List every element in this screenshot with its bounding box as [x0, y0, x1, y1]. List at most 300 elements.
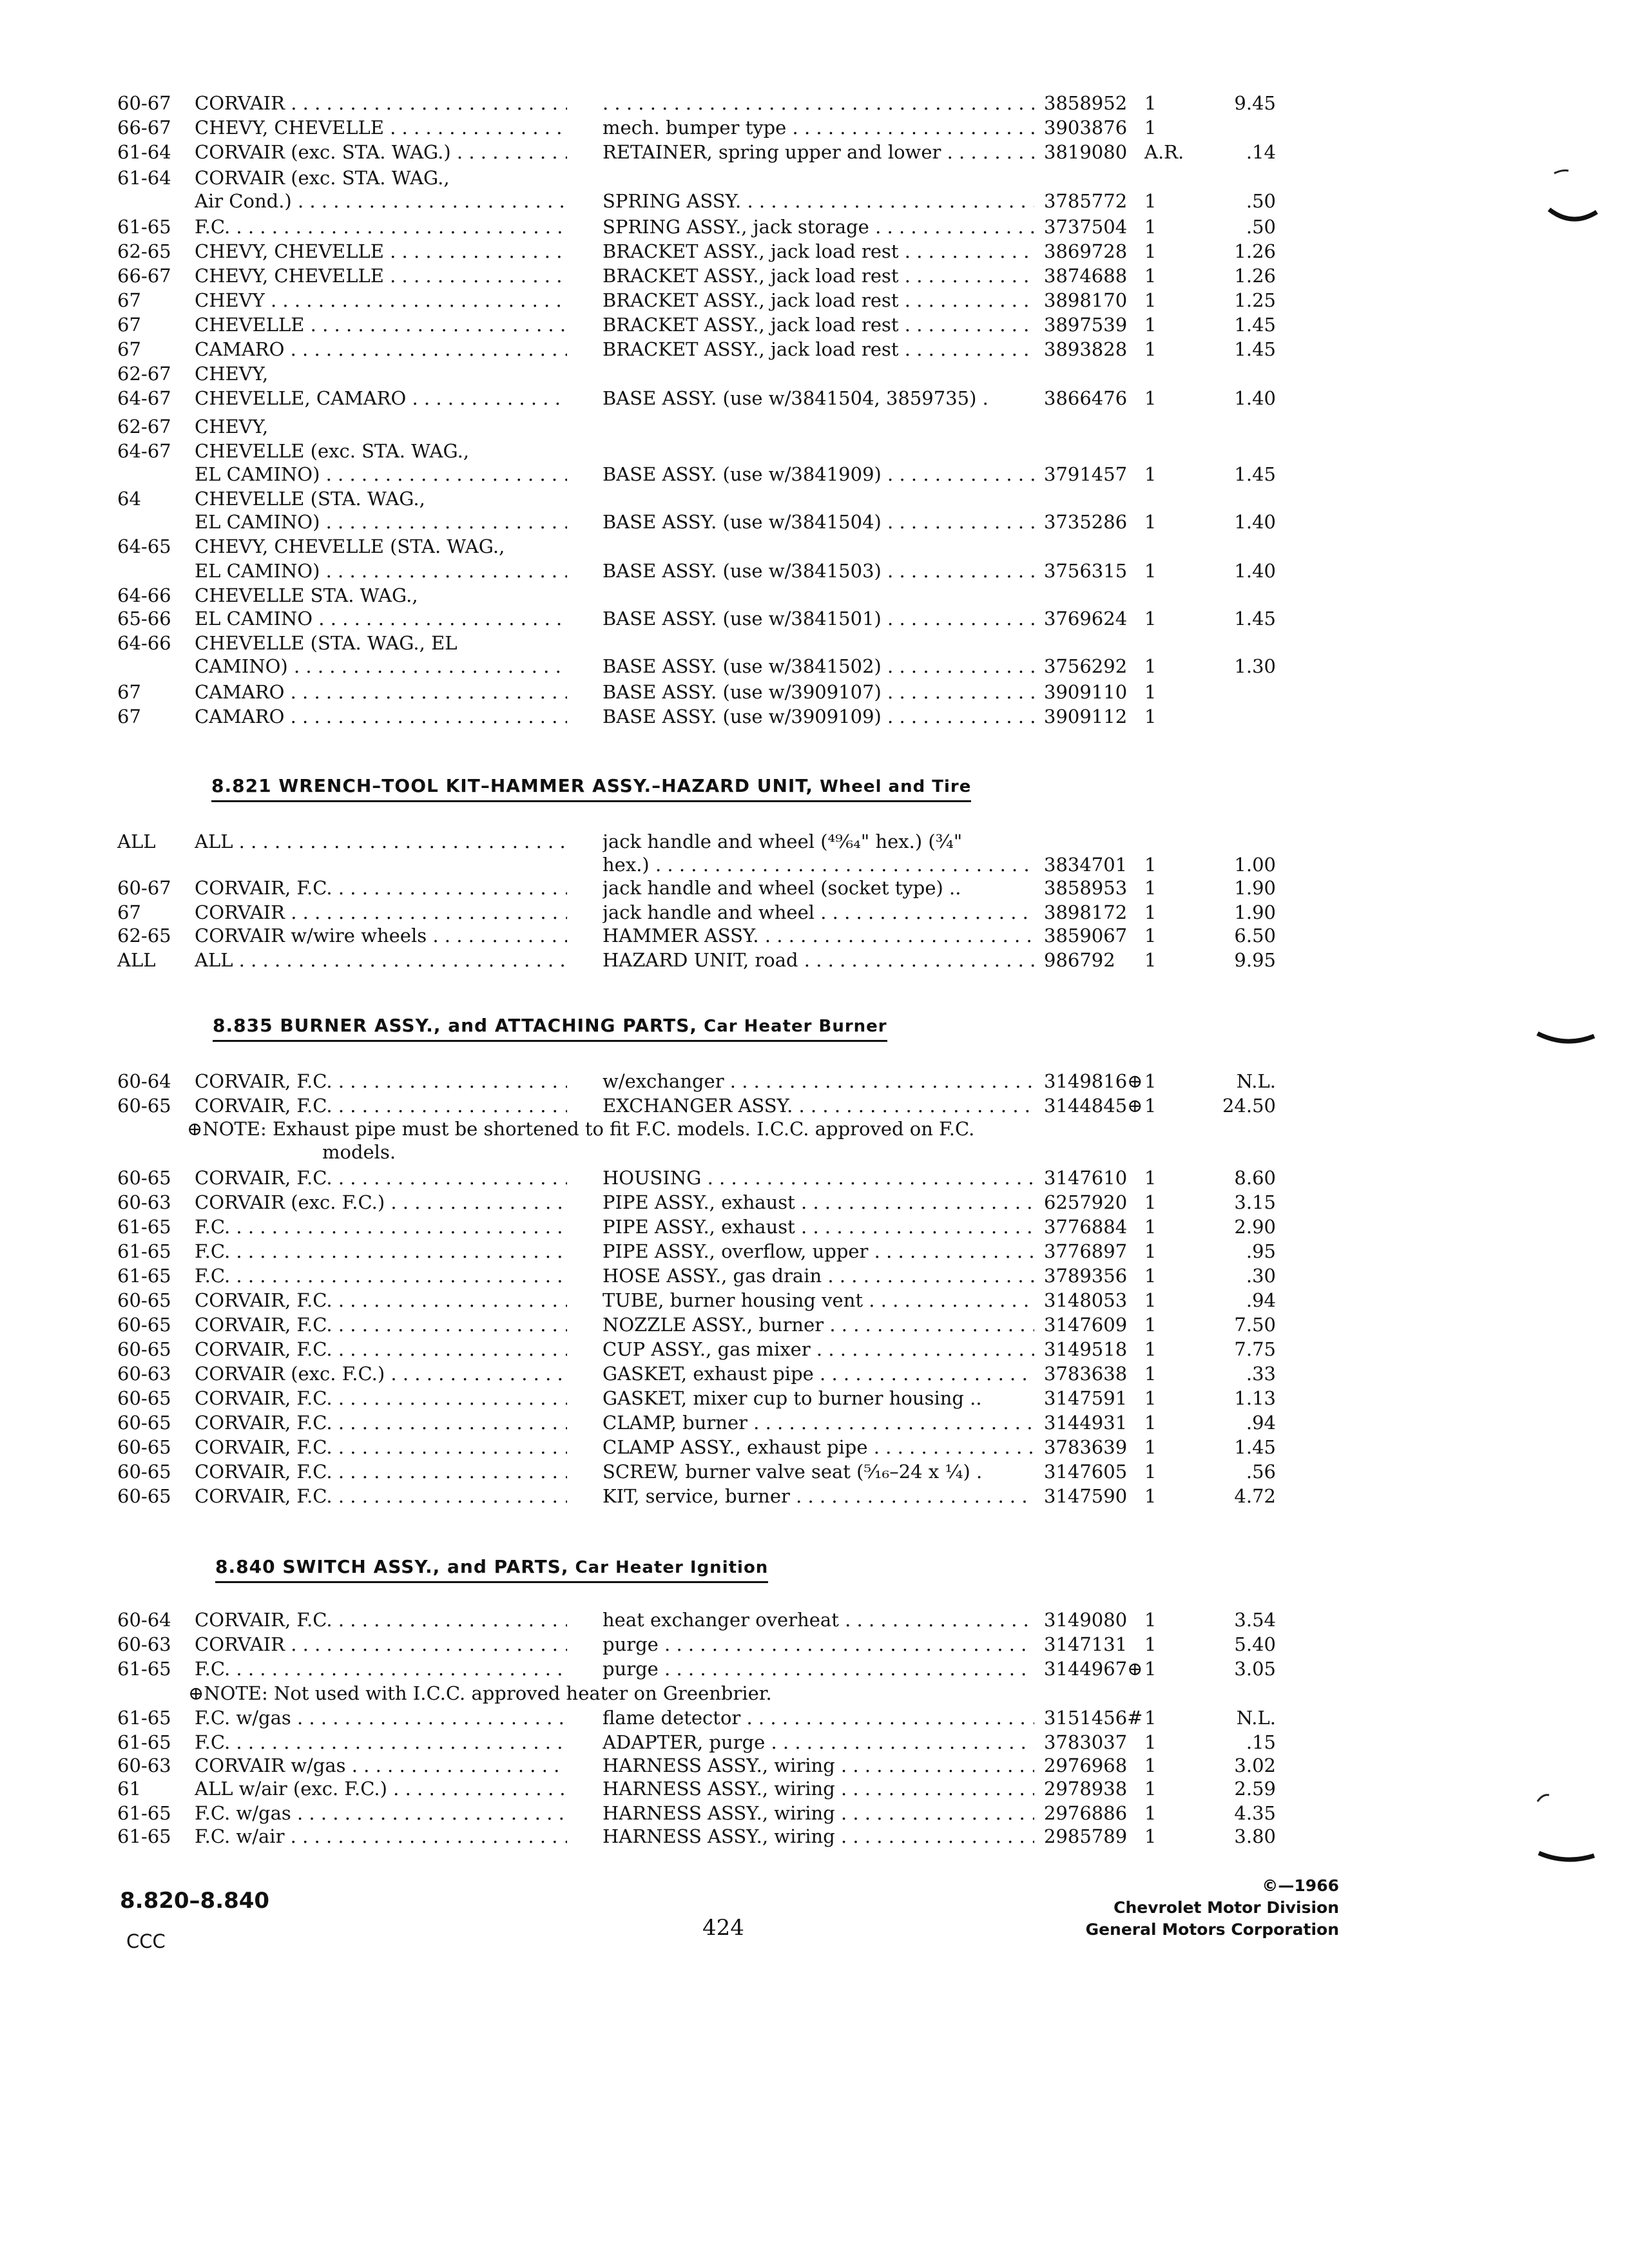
- price-cell: [1173, 1753, 1276, 1778]
- part-cell: [602, 385, 1034, 411]
- part-cell: [602, 238, 1034, 264]
- quantity-cell-text: 1: [1144, 1825, 1157, 1847]
- model-cell-text: F.C. . . .: [195, 1265, 567, 1287]
- model-cell: [195, 461, 567, 487]
- year-cell-text: 61-65: [117, 1240, 171, 1262]
- part-number-cell: [1044, 1823, 1127, 1849]
- price-cell-text: .56: [1246, 1461, 1276, 1483]
- model-cell: [195, 1729, 567, 1755]
- year-cell-text: 61: [117, 1778, 141, 1800]
- price-cell: [1173, 653, 1276, 679]
- year-cell-text: 67: [117, 681, 141, 703]
- model-cell-text: CORVAIR . . .: [195, 92, 567, 114]
- quantity-cell-text: 1: [1144, 1167, 1157, 1189]
- quantity-cell-text: 1: [1144, 901, 1157, 923]
- part-cell-text: BASE ASSY. (use w/3841504) . . .: [602, 511, 1034, 533]
- quantity-cell: [1144, 461, 1156, 487]
- quantity-cell-text: 1: [1144, 925, 1157, 947]
- quantity-cell-text: 1: [1144, 1314, 1157, 1336]
- table-row: [0, 653, 1629, 679]
- price-cell-text: 1.40: [1234, 387, 1276, 409]
- quantity-cell: [1144, 188, 1156, 214]
- part-number-cell: [1044, 1459, 1127, 1485]
- part-cell: [602, 1336, 1034, 1362]
- quantity-cell-text: 1: [1144, 1095, 1157, 1117]
- table-row: [0, 704, 1629, 729]
- year-cell-text: 67: [117, 338, 141, 360]
- year-cell-text: 60-63: [117, 1363, 171, 1385]
- part-cell: [602, 1607, 1034, 1633]
- table-row: [0, 361, 1629, 387]
- part-number-cell: [1044, 1800, 1127, 1826]
- year-cell: [117, 1165, 171, 1191]
- year-cell: [117, 1238, 171, 1264]
- price-cell-text: .95: [1246, 1240, 1276, 1262]
- year-cell: [117, 875, 171, 901]
- price-cell: [1173, 1336, 1276, 1362]
- part-cell: [602, 1631, 1034, 1657]
- price-cell-text: N.L.: [1236, 1070, 1276, 1092]
- part-cell: [602, 1214, 1034, 1240]
- table-row: [0, 582, 1629, 608]
- year-cell-text: 60-65: [117, 1461, 171, 1483]
- table-row: [0, 188, 1629, 214]
- price-cell: [1173, 899, 1276, 925]
- quantity-cell: [1144, 1189, 1156, 1215]
- table-row: [0, 214, 1629, 240]
- quantity-cell-text: 1: [1144, 1191, 1157, 1213]
- year-cell: [117, 385, 171, 411]
- model-cell: [195, 923, 567, 948]
- model-cell: [195, 312, 567, 338]
- part-number-cell: [1044, 1776, 1127, 1802]
- model-cell: [195, 1385, 567, 1411]
- section-heading-text: 8.821 WRENCH–TOOL KIT–HAMMER ASSY.–HAZARD UNIT,: [211, 775, 814, 796]
- quantity-cell: [1144, 312, 1156, 338]
- year-cell: [117, 829, 155, 854]
- part-number-cell: [1044, 899, 1127, 925]
- part-cell-text: hex.) . . .: [602, 854, 1034, 876]
- part-number-cell: [1044, 1705, 1142, 1731]
- model-cell-text: F.C. w/air . . .: [195, 1825, 567, 1847]
- part-number-cell: [1044, 115, 1127, 140]
- year-cell-text: 62-65: [117, 925, 171, 947]
- model-cell: [195, 875, 567, 901]
- year-cell: [117, 1093, 171, 1119]
- part-cell-text: BRACKET ASSY., jack load rest . . .: [602, 240, 1034, 262]
- table-row: [0, 1361, 1629, 1387]
- part-cell-text: BRACKET ASSY., jack load rest . . .: [602, 265, 1034, 287]
- table-row: [0, 336, 1629, 362]
- part-number-cell: [1044, 1287, 1127, 1313]
- model-cell-text: CHEVY . . .: [195, 289, 567, 311]
- part-number-cell: [1044, 1631, 1127, 1657]
- price-cell-text: 3.05: [1234, 1658, 1276, 1680]
- price-cell: [1173, 1631, 1276, 1657]
- year-cell: [117, 947, 155, 973]
- year-cell-text: 60-65: [117, 1436, 171, 1458]
- section-heading-subtitle: Car Heater Burner: [697, 1017, 887, 1036]
- table-row: [0, 1434, 1629, 1460]
- part-cell: [602, 923, 1034, 948]
- section-heading-8-835: [213, 1012, 887, 1042]
- model-cell-text: F.C. . . .: [195, 216, 567, 238]
- quantity-cell-text: 1: [1144, 1731, 1157, 1753]
- year-cell: [117, 582, 171, 608]
- part-cell: [602, 263, 1034, 289]
- part-cell: [602, 461, 1034, 487]
- table-row: [0, 829, 1629, 854]
- price-cell-text: 2.59: [1234, 1778, 1276, 1800]
- year-cell: [117, 1776, 141, 1802]
- price-cell: [1173, 1312, 1276, 1338]
- table-row: [0, 1823, 1629, 1849]
- year-cell-text: 60-64: [117, 1609, 171, 1631]
- part-cell-text: HARNESS ASSY., wiring . . .: [602, 1802, 1034, 1824]
- price-cell: [1173, 214, 1276, 240]
- model-cell: [195, 533, 567, 559]
- part-number-cell: [1044, 679, 1127, 705]
- price-cell-text: 1.26: [1234, 240, 1276, 262]
- model-cell-text: CORVAIR, F.C. . . .: [195, 1314, 567, 1336]
- table-row: [0, 558, 1629, 584]
- price-cell: [1173, 1800, 1276, 1826]
- year-cell-text: 60-63: [117, 1754, 171, 1776]
- quantity-cell: [1144, 558, 1156, 584]
- part-number-cell-text: 3144931: [1044, 1412, 1128, 1434]
- model-cell: [195, 1189, 567, 1215]
- part-number-cell-text: 3769624: [1044, 608, 1128, 629]
- quantity-cell-text: 1: [1144, 1387, 1157, 1409]
- year-cell-text: 60-64: [117, 1070, 171, 1092]
- price-cell-text: 9.95: [1234, 949, 1276, 971]
- model-cell: [195, 438, 567, 464]
- part-cell-text: HARNESS ASSY., wiring . . .: [602, 1754, 1034, 1776]
- year-cell-text: 66-67: [117, 265, 171, 287]
- quantity-cell: [1144, 90, 1156, 116]
- part-cell-text: purge . . .: [602, 1633, 1034, 1655]
- quantity-cell: [1144, 1287, 1156, 1313]
- margin-mark: [1534, 979, 1598, 1050]
- model-cell-text: CORVAIR (exc. F.C.) . . .: [195, 1191, 567, 1213]
- table-row: [0, 679, 1629, 705]
- part-cell-text: TUBE, burner housing vent . . .: [602, 1289, 1034, 1311]
- quantity-cell: [1144, 653, 1156, 679]
- year-cell-text: 61-65: [117, 1216, 171, 1238]
- year-cell: [117, 1753, 171, 1778]
- model-cell-text: CORVAIR w/wire wheels . . .: [195, 925, 567, 947]
- model-cell: [195, 1336, 567, 1362]
- model-cell: [195, 653, 567, 679]
- part-cell-text: CLAMP, burner . . .: [602, 1412, 1034, 1434]
- year-cell: [117, 287, 141, 313]
- year-cell: [117, 312, 141, 338]
- year-cell-text: 60-65: [117, 1289, 171, 1311]
- quantity-cell-text: 1: [1144, 1436, 1157, 1458]
- model-cell: [195, 115, 567, 140]
- part-number-cell: [1044, 461, 1127, 487]
- quantity-cell-text: 1: [1144, 1778, 1157, 1800]
- part-number-cell-text: 3789356: [1044, 1265, 1128, 1287]
- price-cell: [1173, 188, 1276, 214]
- table-row: [0, 1729, 1629, 1755]
- year-cell: [117, 630, 171, 656]
- section-heading-subtitle: Car Heater Ignition: [568, 1558, 769, 1577]
- quantity-cell: [1144, 385, 1156, 411]
- table-row: [0, 875, 1629, 901]
- model-cell: [195, 1823, 567, 1849]
- year-cell: [117, 139, 171, 165]
- model-cell-text: CORVAIR, F.C. . . .: [195, 1070, 567, 1092]
- price-cell: [1173, 1410, 1276, 1436]
- year-cell-text: 64-67: [117, 387, 171, 409]
- year-cell: [117, 1729, 171, 1755]
- model-cell-text: ALL . . .: [195, 831, 567, 852]
- part-number-cell-text: 3858952: [1044, 92, 1128, 114]
- part-cell-text: CUP ASSY., gas mixer . . .: [602, 1338, 1034, 1360]
- quantity-cell: [1144, 1434, 1156, 1460]
- table-row: [0, 1287, 1629, 1313]
- catalog-code: CCC: [126, 1930, 166, 1952]
- table-row: [0, 1753, 1629, 1778]
- table-row: [0, 438, 1629, 464]
- part-cell-text: EXCHANGER ASSY. . . .: [602, 1095, 1034, 1117]
- price-cell: [1173, 461, 1276, 487]
- price-cell-text: .30: [1246, 1265, 1276, 1287]
- part-cell: [602, 90, 1034, 116]
- price-cell: [1173, 1385, 1276, 1411]
- part-number-cell: [1044, 1753, 1127, 1778]
- division-name: Chevrolet Motor Division: [1113, 1898, 1339, 1917]
- part-cell: [602, 1753, 1034, 1778]
- year-cell-text: 67: [117, 289, 141, 311]
- table-row: [0, 90, 1629, 116]
- price-cell: [1173, 238, 1276, 264]
- model-cell: [195, 1483, 567, 1509]
- model-cell-text: CORVAIR, F.C. . . .: [195, 1412, 567, 1434]
- price-cell-text: 7.50: [1234, 1314, 1276, 1336]
- part-cell-text: BRACKET ASSY., jack load rest . . .: [602, 314, 1034, 336]
- part-cell: [602, 1189, 1034, 1215]
- model-cell: [195, 558, 567, 584]
- section-heading-text: 8.835 BURNER ASSY., and ATTACHING PARTS,: [213, 1015, 698, 1036]
- price-cell-text: 1.00: [1234, 854, 1276, 876]
- table-row: [0, 1459, 1629, 1485]
- table-row: [0, 630, 1629, 656]
- year-cell-text: 60-67: [117, 877, 171, 899]
- price-cell: [1173, 1823, 1276, 1849]
- price-cell: [1173, 1165, 1276, 1191]
- model-cell: [195, 414, 567, 439]
- model-cell-text: CORVAIR w/gas . . .: [195, 1754, 567, 1776]
- price-cell-text: 1.45: [1234, 314, 1276, 336]
- year-cell-text: 60-65: [117, 1167, 171, 1189]
- year-cell-text: 61-64: [117, 167, 171, 189]
- part-number-cell-text: 3776897: [1044, 1240, 1128, 1262]
- part-cell-text: BASE ASSY. (use w/3841502) . . .: [602, 655, 1034, 677]
- part-cell: [602, 115, 1034, 140]
- part-number-cell: [1044, 1238, 1127, 1264]
- part-number-cell-text: 3909112: [1044, 706, 1128, 727]
- price-cell-text: 1.45: [1234, 1436, 1276, 1458]
- year-cell-text: 60-65: [117, 1314, 171, 1336]
- model-cell: [195, 1093, 567, 1119]
- table-row: [0, 1607, 1629, 1633]
- part-cell-text: BASE ASSY. (use w/3841909) . . .: [602, 463, 1034, 485]
- table-row: [0, 533, 1629, 559]
- price-cell: [1173, 1459, 1276, 1485]
- price-cell-text: 1.40: [1234, 560, 1276, 582]
- part-number-cell-text: 3147131: [1044, 1633, 1128, 1655]
- price-cell-text: 5.40: [1234, 1633, 1276, 1655]
- part-number-cell-text: 3898170: [1044, 289, 1128, 311]
- year-cell-text: 60-67: [117, 92, 171, 114]
- price-cell: [1173, 1263, 1276, 1289]
- part-number-cell-text: 3149518: [1044, 1338, 1128, 1360]
- part-cell: [602, 829, 1034, 854]
- year-cell-text: 64-66: [117, 632, 171, 654]
- model-cell: [195, 1361, 567, 1387]
- quantity-cell: [1144, 923, 1156, 948]
- quantity-cell: [1144, 1410, 1156, 1436]
- margin-mark: [1534, 1778, 1598, 1875]
- quantity-cell-text: 1: [1144, 1412, 1157, 1434]
- year-cell: [117, 263, 171, 289]
- part-number-cell-text: 3819080: [1044, 141, 1128, 163]
- model-cell-text: CHEVY, CHEVELLE (STA. WAG.,: [195, 535, 505, 557]
- model-cell-text: ALL . . .: [195, 949, 567, 971]
- part-number-cell-text: 3147590: [1044, 1485, 1128, 1507]
- price-cell: [1173, 875, 1276, 901]
- quantity-cell: [1144, 214, 1156, 240]
- price-cell-text: 1.13: [1234, 1387, 1276, 1409]
- year-cell: [117, 704, 141, 729]
- price-cell-text: .94: [1246, 1412, 1276, 1434]
- part-number-cell: [1044, 385, 1127, 411]
- year-cell-text: 67: [117, 706, 141, 727]
- quantity-cell-text: 1: [1144, 1265, 1157, 1287]
- part-cell-text: KIT, service, burner . . .: [602, 1485, 1034, 1507]
- part-cell: [602, 1238, 1034, 1264]
- model-cell-text: CORVAIR (exc. F.C.) . . .: [195, 1363, 567, 1385]
- model-cell-text: CHEVELLE (STA. WAG., EL: [195, 632, 458, 654]
- part-number-cell-text: 2976886: [1044, 1802, 1128, 1824]
- part-number-cell: [1044, 90, 1127, 116]
- model-cell-text: CORVAIR, F.C. . . .: [195, 1485, 567, 1507]
- year-cell: [117, 1312, 171, 1338]
- year-cell: [117, 336, 141, 362]
- price-cell: [1173, 1214, 1276, 1240]
- part-cell: [602, 1800, 1034, 1826]
- table-row: [0, 1800, 1629, 1826]
- price-cell-text: 1.40: [1234, 511, 1276, 533]
- year-cell-text: 67: [117, 901, 141, 923]
- price-cell: [1173, 1607, 1276, 1633]
- quantity-cell-text: 1: [1144, 314, 1157, 336]
- part-number-cell: [1044, 923, 1127, 948]
- part-number-cell-text: 3147610: [1044, 1167, 1128, 1189]
- corporation-name: General Motors Corporation: [1085, 1920, 1339, 1939]
- model-cell: [195, 679, 567, 705]
- part-cell-text: heat exchanger overheat . . .: [602, 1609, 1034, 1631]
- part-cell-text: SCREW, burner valve seat (⁵⁄₁₆–24 x ¼) .: [602, 1461, 983, 1483]
- model-cell: [195, 1776, 567, 1802]
- quantity-cell-text: 1: [1144, 1658, 1157, 1680]
- price-cell: [1173, 1287, 1276, 1313]
- part-cell-text: PIPE ASSY., exhaust . . .: [602, 1216, 1034, 1238]
- table-row: [0, 1165, 1629, 1191]
- year-cell-text: 61-65: [117, 1707, 171, 1729]
- year-cell: [117, 90, 171, 116]
- year-cell-text: 67: [117, 314, 141, 336]
- part-cell: [602, 1093, 1034, 1119]
- quantity-cell: [1144, 1459, 1156, 1485]
- model-cell-text: CORVAIR, F.C. . . .: [195, 1095, 567, 1117]
- model-cell-text: EL CAMINO) . . .: [195, 511, 567, 533]
- price-cell: [1173, 263, 1276, 289]
- quantity-cell-text: 1: [1144, 1289, 1157, 1311]
- year-cell: [117, 1483, 171, 1509]
- margin-mark: [1547, 164, 1598, 235]
- quantity-cell: [1144, 1656, 1156, 1682]
- part-number-cell: [1044, 1312, 1127, 1338]
- part-number-cell: [1044, 852, 1127, 878]
- price-cell-text: 1.45: [1234, 463, 1276, 485]
- model-cell: [195, 582, 567, 608]
- price-cell: [1173, 1483, 1276, 1509]
- model-cell-text: CHEVY, CHEVELLE . . .: [195, 265, 567, 287]
- quantity-cell: [1144, 1776, 1156, 1802]
- price-cell-text: 2.90: [1234, 1216, 1276, 1238]
- model-cell-text: CHEVELLE (exc. STA. WAG.,: [195, 440, 470, 462]
- part-number-cell-text: 3144845⊕: [1044, 1095, 1143, 1117]
- model-cell-text: CAMARO . . .: [195, 338, 567, 360]
- model-cell-text: CHEVELLE . . .: [195, 314, 567, 336]
- model-cell-text: EL CAMINO) . . .: [195, 463, 567, 485]
- part-cell-text: BASE ASSY. (use w/3841501) . . .: [602, 608, 1034, 629]
- quantity-cell-text: 1: [1144, 854, 1157, 876]
- model-cell: [195, 1165, 567, 1191]
- part-cell: [602, 1165, 1034, 1191]
- table-row: [0, 165, 1629, 191]
- price-cell-text: .94: [1246, 1289, 1276, 1311]
- model-cell-text: F.C. . . .: [195, 1216, 567, 1238]
- year-cell-text: 60-63: [117, 1191, 171, 1213]
- quantity-cell: [1144, 1238, 1156, 1264]
- year-cell: [117, 679, 141, 705]
- part-number-cell-text: 3909110: [1044, 681, 1128, 703]
- quantity-cell: [1144, 852, 1156, 878]
- part-number-cell-text: 3783638: [1044, 1363, 1128, 1385]
- part-cell-text: purge . . .: [602, 1658, 1034, 1680]
- part-number-cell-text: 3148053: [1044, 1289, 1128, 1311]
- quantity-cell: [1144, 1729, 1156, 1755]
- section-heading-8-821: [211, 772, 971, 802]
- quantity-cell-text: 1: [1144, 1802, 1157, 1824]
- quantity-cell: [1144, 115, 1156, 140]
- page-section-code: 8.820–8.840: [120, 1888, 270, 1914]
- part-number-cell: [1044, 139, 1127, 165]
- quantity-cell: [1144, 899, 1156, 925]
- price-cell: [1173, 1729, 1276, 1755]
- year-cell-text: 65-66: [117, 608, 171, 629]
- quantity-cell: [1144, 1483, 1156, 1509]
- quantity-cell-text: 1: [1144, 265, 1157, 287]
- model-cell-text: CORVAIR, F.C. . . .: [195, 1609, 567, 1631]
- part-cell: [602, 1263, 1034, 1289]
- part-cell: [602, 287, 1034, 313]
- model-cell-text: CORVAIR, F.C. . . .: [195, 1387, 567, 1409]
